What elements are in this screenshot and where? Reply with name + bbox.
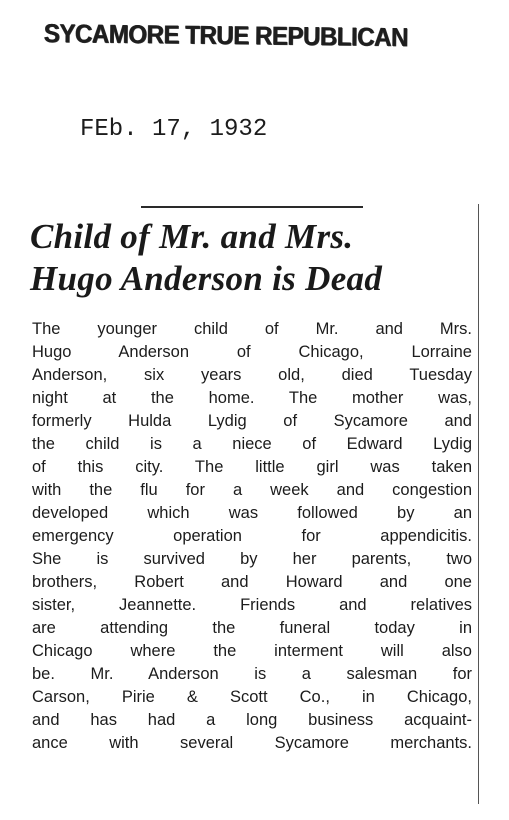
article-body [32,318,472,755]
article-line: are attending the funeral today in [32,619,472,637]
article-line: sister, Jeannette. Friends and relatives [32,596,472,614]
column-right-rule [478,204,479,804]
article-headline [30,216,470,300]
article-line: of this city. The little girl was taken [32,458,472,476]
article-line: be. Mr. Anderson is a salesman for [32,665,472,683]
article-line: Chicago where the interment will also [32,642,472,660]
headline-line: Hugo Anderson is Dead [30,259,383,298]
article-line: Hugo Anderson of Chicago, Lorraine [32,343,472,361]
article-line: Carson, Pirie & Scott Co., in Chicago, [32,688,472,706]
article-line: and has had a long business acquaint- [32,711,472,729]
article-line: with the flu for a week and congestion [32,481,472,499]
headline-line: Child of Mr. and Mrs. [30,217,354,256]
article-line: ance with several Sycamore merchants. [32,734,472,752]
article-line: formerly Hulda Lydig of Sycamore and [32,412,472,430]
article-line: developed which was followed by an [32,504,472,522]
article-line: Anderson, six years old, died Tuesday [32,366,472,384]
publication-date: FEb. 17, 1932 [80,116,268,143]
article-line: emergency operation for appendicitis. [32,527,472,545]
article-line: brothers, Robert and Howard and one [32,573,472,591]
article-line: She is survived by her parents, two [32,550,472,568]
article-line: night at the home. The mother was, [32,389,472,407]
article-line: the child is a niece of Edward Lydig [32,435,472,453]
headline-top-rule [141,206,363,208]
article-line: The younger child of Mr. and Mrs. [32,320,472,338]
newspaper-name-stamp: SYCAMORE TRUE REPUBLICAN [43,18,409,53]
